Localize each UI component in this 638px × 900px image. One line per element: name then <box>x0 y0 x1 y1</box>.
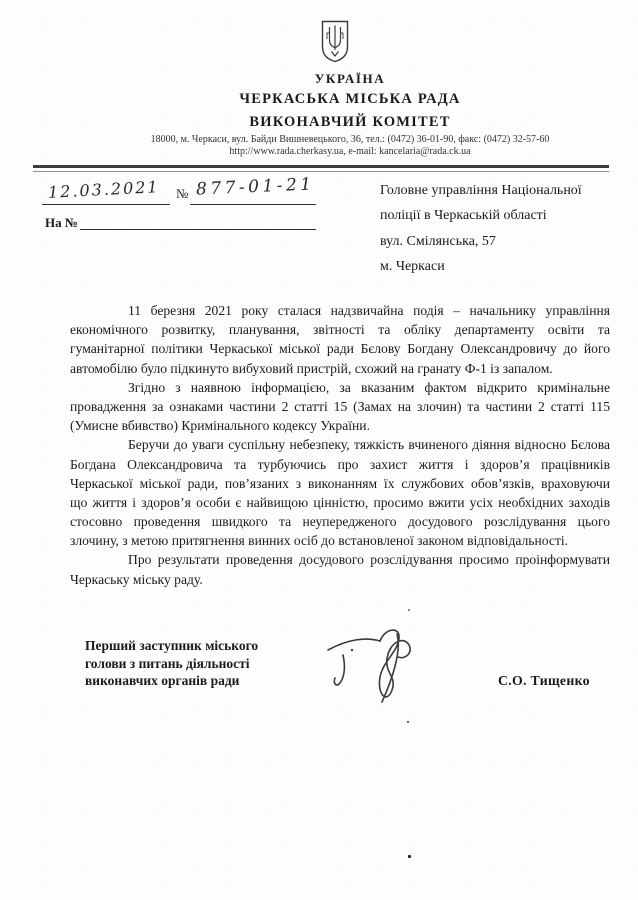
body-line: Черкаської міської ради, пов’язаних з виконанням їх службових обов’язків, враховуючи <box>70 475 610 491</box>
body-line: що життя і здоров’я особи є найвищою цінністю, просимо вжити усіх необхідних заходів <box>70 494 610 510</box>
letter-body <box>70 301 610 589</box>
outgoing-date-handwritten: 12.03.2021 <box>47 177 161 202</box>
sig-title-line: Перший заступник міського <box>85 638 259 653</box>
number-underline <box>190 204 316 205</box>
recipient-line: поліції в Черкаській області <box>380 208 547 224</box>
recipient-line: вул. Смілянська, 57 <box>380 233 496 249</box>
outgoing-number-handwritten: 877-01-21 <box>195 174 316 200</box>
recipient-block <box>380 178 605 280</box>
body-line: Черкаську міську раду. <box>70 571 203 587</box>
reply-to-label: На № <box>45 215 78 230</box>
body-line: провадження за ознаками частини 2 статті 15 (Замах на злочин) та частини 2 статті 115 <box>70 398 610 414</box>
signer-name: С.О. Тищенко <box>498 673 590 688</box>
body-line: злочину, з метою притягнення винних осіб до встановленої законом відповідальності. <box>70 533 569 549</box>
recipient-line: Головне управління Національної <box>380 183 582 198</box>
number-sign-label: № <box>176 186 189 201</box>
letterhead-divider-thick <box>33 165 609 168</box>
letterhead-divider-thin <box>33 171 609 172</box>
sig-title-line: виконавчих органів ради <box>85 673 240 689</box>
body-line: економічного розвитку, планування, звітності та обліку департаменту освіти та <box>70 322 610 338</box>
scan-speck <box>408 855 411 858</box>
body-line: Згідно з наявною інформацією, за вказаним фактом відкрито кримінальне <box>128 379 610 395</box>
body-line: стосовно проведення швидкого та неупередженого досудового розслідування цього <box>70 514 610 530</box>
handwritten-signature-icon <box>322 626 422 710</box>
recipient-line: м. Черкаси <box>380 259 445 275</box>
letterhead-organization: ЧЕРКАСЬКА МІСЬКА РАДА <box>239 91 461 107</box>
scan-speck <box>407 721 409 723</box>
reply-to-underline <box>80 229 316 230</box>
body-line: (Умисне вбивство) Кримінального кодексу України. <box>70 418 370 434</box>
ukraine-tryzub-icon <box>321 20 349 63</box>
body-line: 11 березня 2021 року сталася надзвичайна подія – начальнику управління <box>128 303 610 318</box>
body-line: гуманітарної політики Черкаської міської ради Бєлову Богдану Олександровичу до його <box>70 341 610 357</box>
letterhead-department: ВИКОНАВЧИЙ КОМІТЕТ <box>249 114 451 130</box>
letterhead-contacts: http://www.rada.cherkasy.ua, e-mail: kancelaria@rada.ck.ua <box>229 146 471 157</box>
body-line: Богдана Олександровича та турбуючись про захист життя і здоров’я працівників <box>70 456 610 472</box>
body-line: Беручи до уваги суспільну небезпеку, тяжкість вчиненого діяння відносно Бєлова <box>128 437 610 453</box>
signer-title-block <box>85 637 258 690</box>
body-line: автомобілю було підкинуто вибуховий пристрій, схожий на гранату Ф-1 із запалом. <box>70 360 553 376</box>
sig-title-line: голови з питань діяльності <box>85 655 250 671</box>
date-underline <box>42 204 170 205</box>
letterhead-country: УКРАЇНА <box>314 71 386 86</box>
letterhead-address: 18000, м. Черкаси, вул. Байди Вишневецького, 36, тел.: (0472) 36-01-90, факс: (0472) 32-57-60 <box>150 134 550 145</box>
scan-speck <box>408 609 410 611</box>
body-line: Про результати проведення досудового розслідування просимо проінформувати <box>128 552 610 568</box>
